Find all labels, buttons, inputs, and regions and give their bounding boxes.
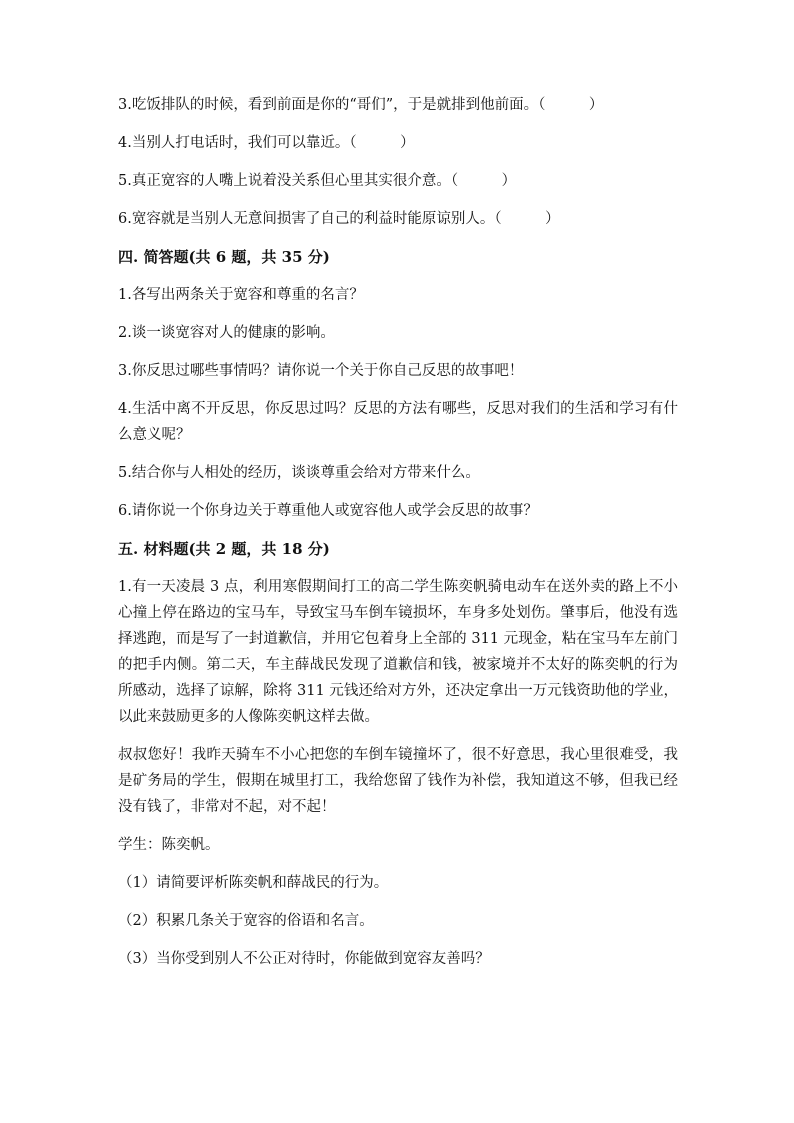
- material-question-2: （2）积累几条关于宽容的俗语和名言。: [118, 913, 374, 929]
- section-heading: 五. 材料题(共 2 题，共 18 分): [118, 540, 330, 558]
- question-4: 4.当别人打电话时，我们可以靠近。（ ）: [118, 135, 415, 151]
- letter-signature: 学生：陈奕帆。: [118, 837, 220, 853]
- question-3: 3.吃饭排队的时候，看到前面是你的“哥们”，于是就排到他前面。（ ）: [118, 97, 604, 113]
- short-answer-1: 1.各写出两条关于宽容和尊重的名言？: [118, 287, 364, 303]
- apology-letter: 叔叔您好！我昨天骑车不小心把您的车倒车镜撞坏了，很不好意思，我心里很难受，我是矿务局的学生，假期在城里打工，我给您留了钱作为补偿，我知道这不够，但我已经没有钱了，非常对不起，对不起！: [118, 747, 678, 815]
- question-6: 6.宽容就是当别人无意间损害了自己的利益时能原谅别人。（ ）: [118, 211, 560, 227]
- short-answer-section: [118, 244, 678, 524]
- material-section: [118, 536, 678, 972]
- question-5: 5.真正宽容的人嘴上说着没关系但心里其实很介意。（ ）: [118, 173, 517, 189]
- true-false-section: [118, 92, 678, 232]
- short-answer-2: 2.谈一谈宽容对人的健康的影响。: [118, 325, 335, 341]
- section-heading: 四. 简答题(共 6 题，共 35 分): [118, 248, 330, 266]
- short-answer-6: 6.请你说一个你身边关于尊重他人或宽容他人或学会反思的故事？: [118, 503, 538, 519]
- material-paragraph: 1.有一天凌晨 3 点，利用寒假期间打工的高二学生陈奕帆骑电动车在送外卖的路上不小心撞上停在路边的宝马车，导致宝马车倒车镜损坏，车身多处划伤。肇事后，他没有选择逃跑，而是写了一封道歉信，并用它包着身上全部的 311 元现金，粘在宝马车左前门的把手内侧。第二天，车主薛战民发现了道歉信和钱，被家境并不太好的陈奕帆的行为所感动，选择了谅解，除将 311 元钱还给对方外，还决定拿出一万元钱资助他的学业，以此来鼓励更多的人像陈奕帆这样去做。: [118, 579, 678, 725]
- short-answer-3: 3.你反思过哪些事情吗？请你说一个关于你自己反思的故事吧！: [118, 363, 524, 379]
- material-question-1: （1）请简要评析陈奕帆和薛战民的行为。: [118, 875, 389, 891]
- short-answer-5: 5.结合你与人相处的经历，谈谈尊重会给对方带来什么。: [118, 465, 480, 481]
- short-answer-4: 4.生活中离不开反思，你反思过吗？反思的方法有哪些，反思对我们的生活和学习有什么意义呢？: [118, 401, 678, 443]
- material-question-3: （3）当你受到别人不公正对待时，你能做到宽容友善吗？: [118, 951, 490, 967]
- document-page: [118, 92, 678, 984]
